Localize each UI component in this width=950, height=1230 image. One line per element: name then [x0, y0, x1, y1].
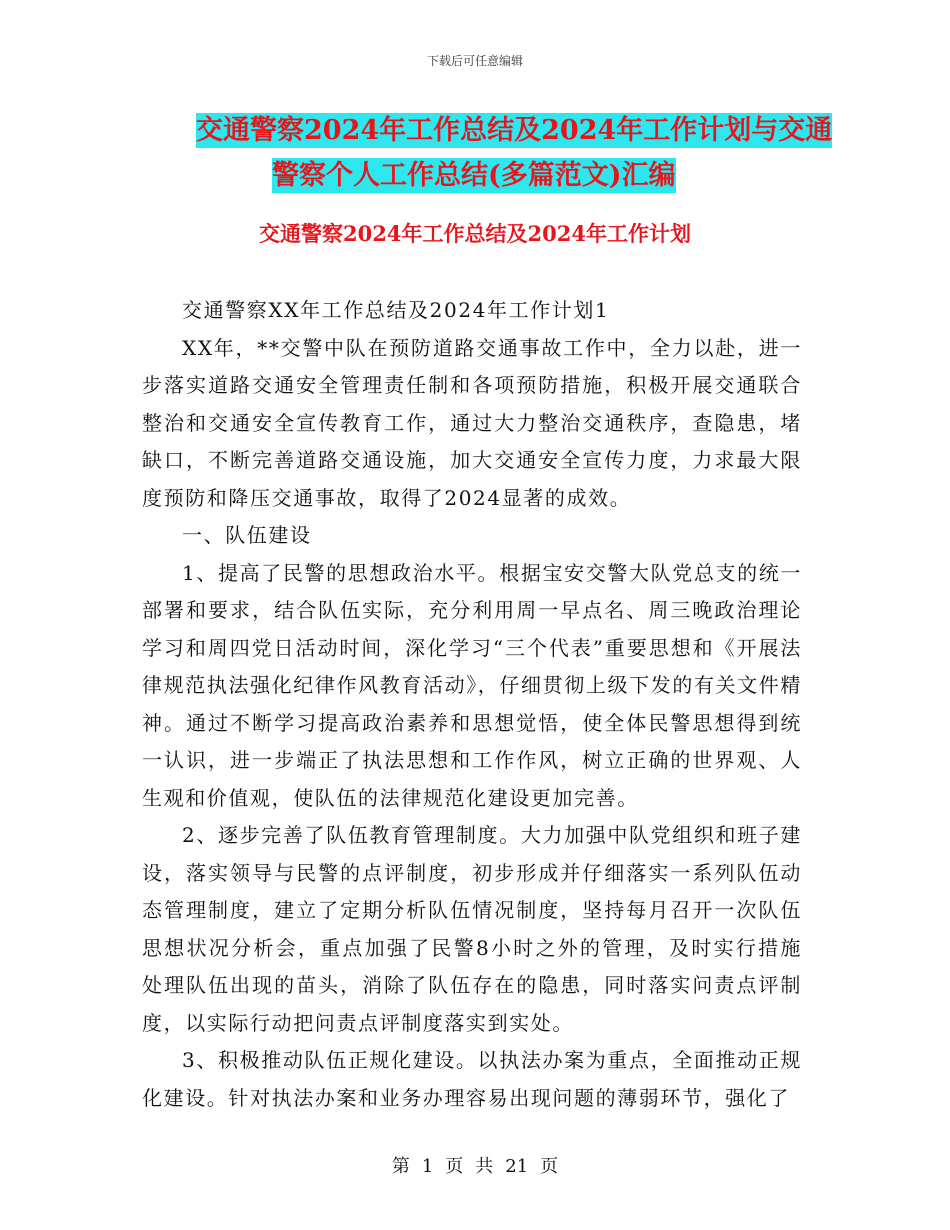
- page-footer: [0, 1152, 950, 1178]
- paragraph-item-3: 3、积极推动队伍正规化建设。以执法办案为重点，全面推动正规化建设。针对执法办案和业务办理容易出现问题的薄弱环节，强化了: [142, 1048, 802, 1110]
- footer-total-word: 共: [475, 1156, 494, 1177]
- document-title: [190, 108, 833, 198]
- document-title-line-1: [190, 108, 833, 153]
- footer-prefix: 第: [391, 1156, 410, 1177]
- document-body: [142, 292, 802, 1117]
- title-highlight-1: 交通警察2024年工作总结及2024年工作计划与交通: [196, 115, 833, 146]
- footer-suffix: 页: [540, 1156, 559, 1177]
- paragraph-heading-team-building: 一、队伍建设: [182, 523, 312, 547]
- section-title: 交通警察2024年工作总结及2024年工作计划: [259, 221, 691, 246]
- title-highlight-2: 警察个人工作总结(多篇范文)汇编: [272, 160, 676, 191]
- footer-page-number: 1: [421, 1156, 434, 1177]
- paragraph-item-1: 1、提高了民警的思想政治水平。根据宝安交警大队党总支的统一部署和要求，结合队伍实际，充分利用周一早点名、周三晚政治理论学习和周四党日活动时间，深化学习“三个代表”重要思想和《开展法律规范执法强化纪律作风教育活动》，仔细贯彻上级下发的有关文件精神。通过不断学习提高政治素养和思想觉悟，使全体民警思想得到统一认识，进一步端正了执法思想和工作作风，树立正确的世界观、人生观和价值观，使队伍的法律规范化建设更加完善。: [142, 560, 802, 810]
- document-title-line-2: [190, 153, 810, 198]
- paragraph-item-2: 2、逐步完善了队伍教育管理制度。大力加强中队党组织和班子建设，落实领导与民警的点评制度，初步形成并仔细落实一系列队伍动态管理制度，建立了定期分析队伍情况制度，坚持每月召开一次队伍思想状况分析会，重点加强了民警8小时之外的管理，及时实行措施处理队伍出现的苗头，消除了队伍存在的隐患，同时落实问责点评制度，以实际行动把问责点评制度落实到实处。: [142, 823, 802, 1035]
- paragraph-subtitle: 交通警察XX年工作总结及2024年工作计划1: [182, 298, 610, 322]
- footer-page-word: 页: [445, 1156, 464, 1177]
- page-header: 下载后可任意编辑: [426, 54, 523, 68]
- footer-total-pages: 21: [505, 1156, 529, 1177]
- paragraph-intro: XX年，**交警中队在预防道路交通事故工作中，全力以赴，进一步落实道路交通安全管理责任制和各项预防措施，积极开展交通联合整治和交通安全宣传教育工作，通过大力整治交通秩序，查隐患，堵缺口，不断完善道路交通设施，加大交通安全宣传力度，力求最大限度预防和降压交通事故，取得了2024显著的成效。: [142, 335, 802, 510]
